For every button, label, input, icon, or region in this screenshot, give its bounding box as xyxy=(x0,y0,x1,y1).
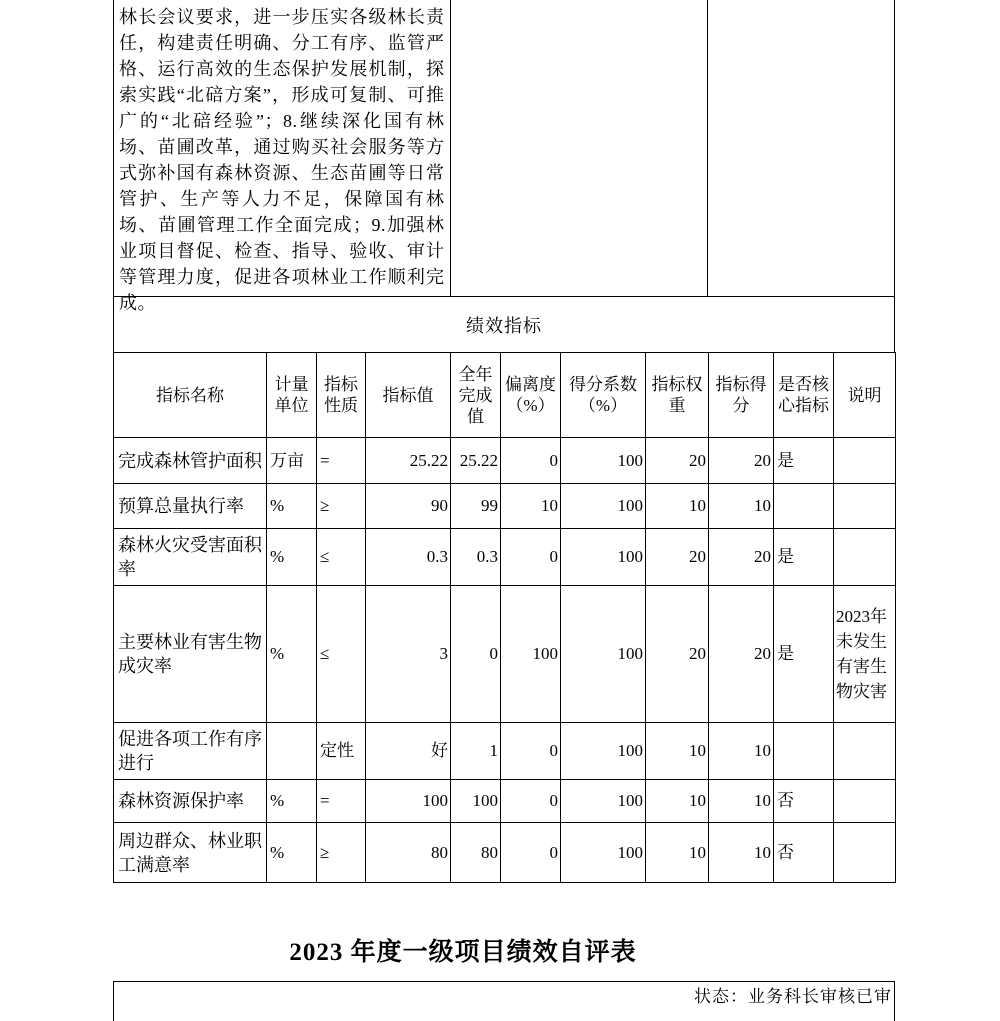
cell-score: 10 xyxy=(709,723,774,780)
performance-indicators-band xyxy=(113,297,895,353)
cell-score: 10 xyxy=(709,780,774,823)
cell-core xyxy=(774,723,834,780)
cell-deviation: 0 xyxy=(501,780,561,823)
cell-weight: 10 xyxy=(646,723,709,780)
cell-nature: = xyxy=(317,780,366,823)
indicators-table xyxy=(113,352,896,883)
table-row xyxy=(114,484,896,529)
table-row xyxy=(114,780,896,823)
cell-deviation: 100 xyxy=(501,586,561,723)
cell-target: 80 xyxy=(366,823,451,883)
cell-core: 否 xyxy=(774,823,834,883)
cell-annual: 0 xyxy=(451,586,501,723)
header-target-value: 指标值 xyxy=(366,353,451,438)
table-row xyxy=(114,586,896,723)
cell-nature: = xyxy=(317,438,366,484)
table-row xyxy=(114,529,896,586)
next-table-title: 2023 年度一级项目绩效自评表 xyxy=(289,939,637,966)
cell-name: 主要林业有害生物成灾率 xyxy=(114,586,267,723)
cell-core: 是 xyxy=(774,438,834,484)
header-score-coefficient: 得分系数（%） xyxy=(561,353,646,438)
cell-note xyxy=(834,823,896,883)
cell-nature: ≥ xyxy=(317,823,366,883)
cell-annual: 0.3 xyxy=(451,529,501,586)
cell-score: 20 xyxy=(709,438,774,484)
cell-unit: % xyxy=(267,586,317,723)
cell-score: 20 xyxy=(709,529,774,586)
cell-score: 10 xyxy=(709,484,774,529)
cell-note xyxy=(834,723,896,780)
header-nature: 指标性质 xyxy=(317,353,366,438)
cell-deviation: 0 xyxy=(501,823,561,883)
cell-weight: 10 xyxy=(646,823,709,883)
cell-target: 100 xyxy=(366,780,451,823)
previous-table-continuation xyxy=(113,0,895,313)
cell-name: 促进各项工作有序进行 xyxy=(114,723,267,780)
cell-nature: ≥ xyxy=(317,484,366,529)
cell-annual: 100 xyxy=(451,780,501,823)
header-weight: 指标权重 xyxy=(646,353,709,438)
cell-name: 森林资源保护率 xyxy=(114,780,267,823)
cell-note xyxy=(834,484,896,529)
cell-nature: ≤ xyxy=(317,586,366,723)
cell-target: 25.22 xyxy=(366,438,451,484)
cell-coefficient: 100 xyxy=(561,586,646,723)
cell-unit: % xyxy=(267,823,317,883)
cell-target: 0.3 xyxy=(366,529,451,586)
header-indicator-name: 指标名称 xyxy=(114,353,267,438)
header-annual-value: 全年完成值 xyxy=(451,353,501,438)
cell-name: 森林火灾受害面积率 xyxy=(114,529,267,586)
cell-unit: % xyxy=(267,780,317,823)
cell-unit: % xyxy=(267,529,317,586)
cell-weight: 10 xyxy=(646,484,709,529)
cell-annual: 80 xyxy=(451,823,501,883)
cell-target: 好 xyxy=(366,723,451,780)
cell-deviation: 0 xyxy=(501,529,561,586)
cell-coefficient: 100 xyxy=(561,484,646,529)
cell-name: 预算总量执行率 xyxy=(114,484,267,529)
cell-coefficient: 100 xyxy=(561,723,646,780)
table-row xyxy=(114,823,896,883)
table-row xyxy=(114,723,896,780)
header-score: 指标得分 xyxy=(709,353,774,438)
cell-weight: 10 xyxy=(646,780,709,823)
cell-name: 完成森林管护面积 xyxy=(114,438,267,484)
cell-coefficient: 100 xyxy=(561,780,646,823)
cell-core: 是 xyxy=(774,586,834,723)
header-core-indicator: 是否核心指标 xyxy=(774,353,834,438)
continuation-text: 林长会议要求，进一步压实各级林长责任，构建责任明确、分工有序、监管严格、运行高效的生态保护发展机制，探索实践“北碚方案”，形成可复制、可推广的“北碚经验”；8.继续深化国有林场、苗圃改革，通过购买社会服务等方式弥补国有森林资源、生态苗圃等日常管护、生产等人力不足，保障国有林场、苗圃管理工作全面完成；9.加强林业项目督促、检查、指导、验收、审计等管理力度，促进各项林业工作顺利完成。 xyxy=(119,7,445,313)
cell-weight: 20 xyxy=(646,529,709,586)
cell-score: 10 xyxy=(709,823,774,883)
table-row xyxy=(114,438,896,484)
cell-unit xyxy=(267,723,317,780)
cell-note: 2023年未发生有害生物灾害 xyxy=(834,586,896,723)
cell-deviation: 0 xyxy=(501,438,561,484)
header-row xyxy=(114,353,896,438)
cell-note xyxy=(834,780,896,823)
cell-annual: 1 xyxy=(451,723,501,780)
cell-deviation: 0 xyxy=(501,723,561,780)
cell-annual: 25.22 xyxy=(451,438,501,484)
cell-weight: 20 xyxy=(646,438,709,484)
cell-target: 3 xyxy=(366,586,451,723)
cell-note xyxy=(834,438,896,484)
next-table-top-box xyxy=(113,981,895,1021)
cell-coefficient: 100 xyxy=(561,529,646,586)
cell-nature: 定性 xyxy=(317,723,366,780)
empty-cell-right xyxy=(708,0,894,296)
indicators-table-body xyxy=(114,438,896,883)
header-deviation: 偏离度（%） xyxy=(501,353,561,438)
indicators-table-header xyxy=(114,353,896,438)
cell-core: 否 xyxy=(774,780,834,823)
cell-coefficient: 100 xyxy=(561,438,646,484)
cell-note xyxy=(834,529,896,586)
cell-annual: 99 xyxy=(451,484,501,529)
section-title: 绩效指标 xyxy=(466,316,542,336)
cell-target: 90 xyxy=(366,484,451,529)
cell-name: 周边群众、林业职工满意率 xyxy=(114,823,267,883)
cell-deviation: 10 xyxy=(501,484,561,529)
status-text: 状态：业务科长审核已审 xyxy=(694,987,892,1006)
header-note: 说明 xyxy=(834,353,896,438)
cell-core: 是 xyxy=(774,529,834,586)
cell-unit: 万亩 xyxy=(267,438,317,484)
cell-nature: ≤ xyxy=(317,529,366,586)
header-unit: 计量单位 xyxy=(267,353,317,438)
cell-coefficient: 100 xyxy=(561,823,646,883)
continuation-text-cell xyxy=(114,0,451,313)
cell-unit: % xyxy=(267,484,317,529)
cell-score: 20 xyxy=(709,586,774,723)
cell-weight: 20 xyxy=(646,586,709,723)
cell-core xyxy=(774,484,834,529)
empty-cell-middle xyxy=(451,0,709,296)
